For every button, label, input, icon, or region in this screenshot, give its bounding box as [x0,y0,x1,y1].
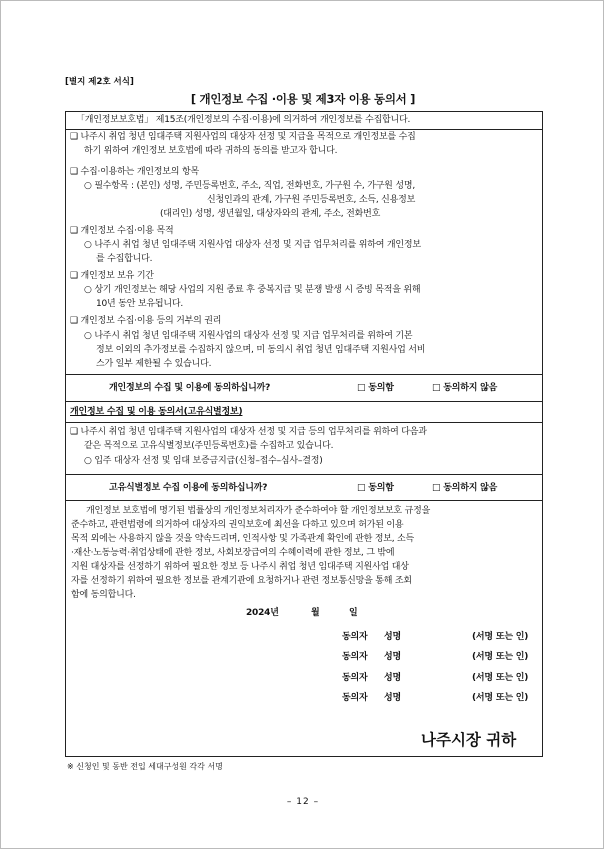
signature-field[interactable]: (서명 또는 인) [472,652,529,662]
date-year: 2024년 [246,608,279,618]
signer-name-field[interactable]: 성명 [384,632,401,642]
agree-checkbox-1[interactable]: □ 동의함 [357,383,394,393]
unique-id-line-3: ○ 입주 대상자 선정 및 임대 보증금지급(신청–접수–심사–결정) [84,456,323,466]
divider [66,474,542,475]
goal-heading: ❑ 개인정보 수집·이용 목적 [70,226,174,236]
refuse-heading: ❑ 개인정보 수집·이용 등의 거부의 권리 [70,316,222,326]
form-label: [별지 제2호 서식] [65,77,134,87]
goal-line-1: ○ 나주시 취업 청년 임대주택 지원사업 대상자 선정 및 지급 업무처리를 위하여 개인정보 [84,240,421,250]
pledge-line: 개인정보 보호법에 명기된 법률상의 개인정보처리자가 준수하여야 할 개인정보보호 규정을 [86,506,431,516]
pledge-line: 목적 외에는 사용하지 않을 것을 약속드리며, 인적사항 및 가족관계 확인에 관한 정보, 소득 [71,534,415,544]
divider [66,374,542,375]
consent-form-frame [65,111,543,757]
items-line-2: 신청인과의 관계, 가구원 주민등록번호, 소득, 신용정보 [207,195,416,205]
consent-question-2: 고유식별정보 수집 이용에 동의하십니까? [109,483,268,493]
date-month: 월 [311,608,320,618]
pledge-line: ·재산·노동능력·취업상태에 관한 정보, 사회보장급여의 수혜이력에 관한 정보, 그 밖에 [71,548,395,558]
unique-id-line-1: ❑ 나주시 취업 청년 임대주택 지원사업의 대상자 선정 및 지급 등의 업무처리를 위하여 다음과 [70,427,427,437]
signer-name-field[interactable]: 성명 [384,673,401,683]
purpose-line-1: ❑ 나주시 취업 청년 임대주택 지원사업의 대상자 선정 및 지급을 목적으로 개인정보를 수집 [70,132,416,142]
signature-field[interactable]: (서명 또는 인) [472,693,529,703]
refuse-line-1: ○ 나주시 취업 청년 임대주택 지원사업의 대상자 선정 및 지급 업무처리를 위하여 기본 [84,331,413,341]
disagree-checkbox-1[interactable]: □ 동의하지 않음 [432,383,498,393]
period-heading: ❑ 개인정보 보유 기간 [70,271,154,281]
pledge-line: 준수하고, 관련법령에 의거하여 대상자의 권익보호에 최선을 다하고 있으며 허가된 이용 [71,520,404,530]
items-heading: ❑ 수집·이용하는 개인정보의 항목 [70,167,199,177]
refuse-line-2: 정보 이외의 추가정보를 수집하지 않으며, 미 동의시 취업 청년 임대주택 지원사업 서비 [96,345,426,355]
period-line-2: 10년 동안 보유됩니다. [96,299,183,309]
intro-text: 「개인정보보호법」 제15조(개인정보의 수집·이용)에 의거하여 개인정보를 수집합니다. [76,115,411,125]
signer-name-field[interactable]: 성명 [384,652,401,662]
items-line-1: ○ 필수항목 : (본인) 성명, 주민등록번호, 주소, 직업, 전화번호, 가구원 수, 가구원 성명, [84,181,415,191]
signer-name-field[interactable]: 성명 [384,693,401,703]
signer-label: 동의자 [342,632,368,642]
unique-id-heading: 개인정보 수집 및 이용 동의서(고유식별정보) [70,407,243,417]
agree-checkbox-2[interactable]: □ 동의함 [357,483,394,493]
period-line-1: ○ 상기 개인정보는 해당 사업의 지원 종료 후 중복지급 및 분쟁 발생 시 증빙 목적을 위해 [84,285,421,295]
goal-line-2: 를 수집합니다. [96,254,153,264]
divider [66,401,542,402]
purpose-line-2: 하기 위하여 개인정보 보호법에 따라 귀하의 동의를 받고자 합니다. [84,146,338,156]
signer-label: 동의자 [342,652,368,662]
consent-question-1: 개인정보의 수집 및 이용에 동의하십니까? [109,383,271,393]
signature-field[interactable]: (서명 또는 인) [472,673,529,683]
footnote: ※ 신청인 및 동반 전입 세대구성원 각각 서명 [67,762,223,771]
date-day: 일 [349,608,358,618]
divider [66,422,542,423]
page-number: – 12 – [286,797,320,807]
divider [66,129,542,130]
signer-label: 동의자 [342,693,368,703]
divider [66,500,542,501]
page-title: [ 개인정보 수집 ·이용 및 제3자 이용 동의서 ] [190,92,416,106]
unique-id-line-2: 같은 목적으로 고유식별정보(주민등록번호)를 수집하고 있습니다. [84,441,334,451]
refuse-line-3: 스가 일부 제한될 수 있습니다. [96,359,212,369]
disagree-checkbox-2[interactable]: □ 동의하지 않음 [432,483,498,493]
pledge-line: 지원 대상자를 선정하기 위하여 필요한 정보 등 나주시 취업 청년 임대주택 지원사업 대상 [71,562,409,572]
items-line-3: (대리인) 성명, 생년월일, 대상자와의 관계, 주소, 전화번호 [160,209,381,219]
signer-label: 동의자 [342,673,368,683]
pledge-line: 함에 동의합니다. [71,590,136,600]
signature-field[interactable]: (서명 또는 인) [472,632,529,642]
addressee: 나주시장 귀하 [421,731,517,749]
pledge-line: 자를 선정하기 위하여 필요한 정보를 관계기관에 요청하거나 관련 정보통신망을 통해 조회 [71,576,412,586]
